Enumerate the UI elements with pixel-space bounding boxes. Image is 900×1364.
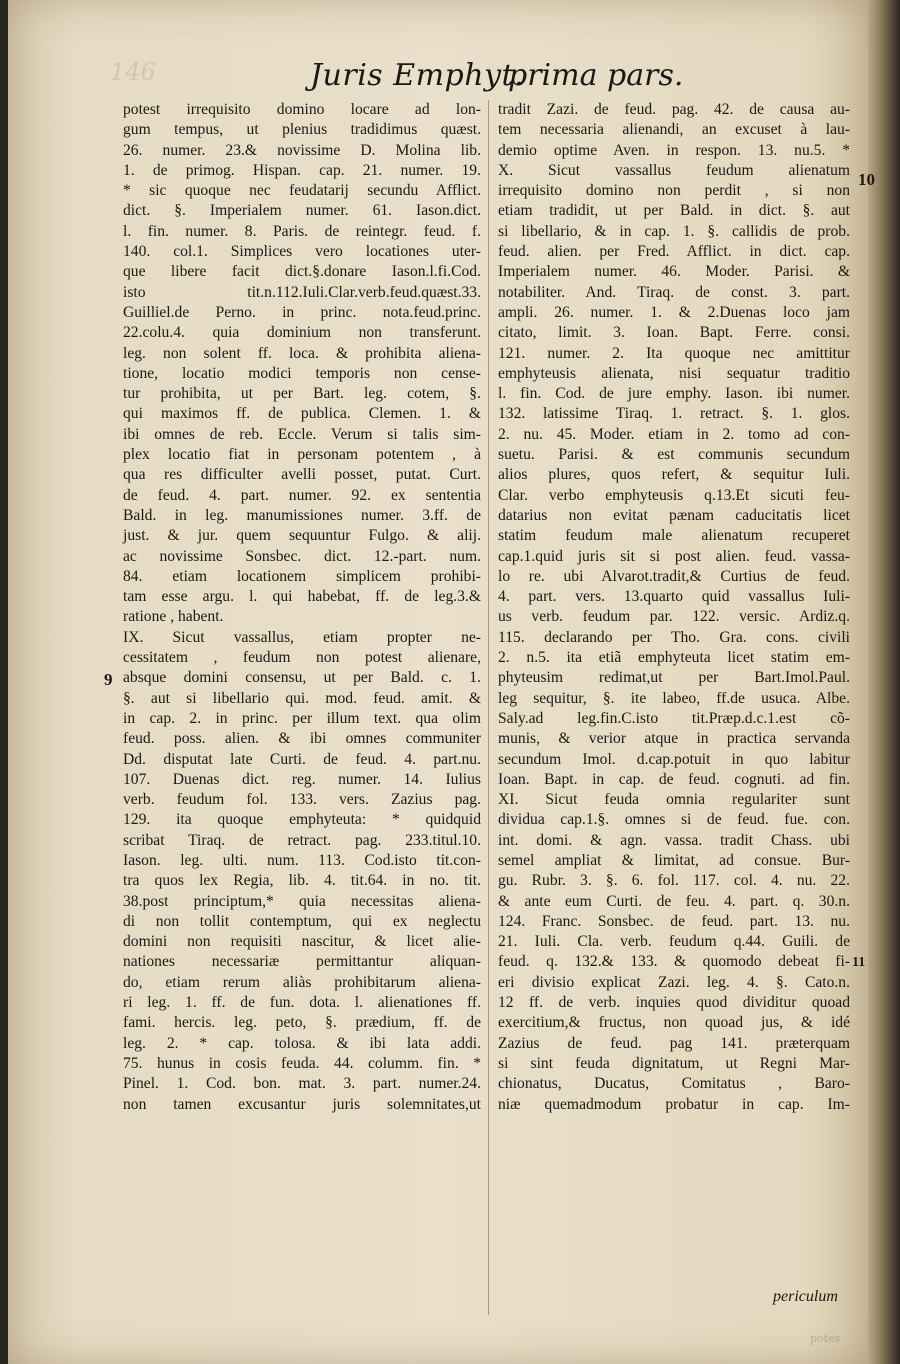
text-line: feud. q. 132.& 133. & quomodo debeat fi- [498,953,850,971]
right-text-column [498,100,850,1115]
text-line: 132. latissime Tiraq. 1. retract. §. 1. glos. [498,405,850,423]
text-line: cap.1.quid juris sit si post alien. feud. vassa- [498,547,850,565]
text-line: 115. declarando per Tho. Gra. cons. civili [498,628,850,646]
text-line: 129. ita quoque emphyteuta: * quidquid [123,811,481,829]
text-line: 4. part. vers. 13.quarto quid vassallus Iuli- [498,588,850,606]
text-line: tam esse argu. l. qui habebat, ff. de leg.3.& [123,588,481,606]
text-line: XI. Sicut feuda omnia regulariter sunt [498,791,850,809]
bleed-through-page-number: 146 [110,58,156,86]
text-line: leg. non solent ff. loca. & prohibita aliena- [123,344,481,362]
text-line: Bald. in leg. manumissiones numer. 3.ff. de [123,506,481,524]
text-line: tradit Zazi. de feud. pag. 42. de causa au- [498,101,850,118]
text-line: tur prohibita, ut per Bart. leg. cotem, §. [123,385,481,403]
text-line: eri divisio explicat Zazi. leg. 4. §. Cato.n. [498,973,850,991]
text-line: feud. poss. alien. & ibi omnes communiter [123,730,481,748]
text-line: 124. Franc. Sonsbec. de feud. part. 13. nu. [498,912,850,930]
text-line: statim feudum male alienatum recuperet [498,527,850,545]
text-line: munis, & verior atque in practica servanda [498,730,850,748]
text-line: 21. Iuli. Cla. verb. feudum q.44. Guili. de [498,933,850,951]
text-line: ampli. 26. numer. 1. & 2.Duenas loco jam [498,303,850,321]
text-line: ratione , habent. [123,608,224,626]
text-line: ibi omnes de reb. Eccle. Verum si talis sim- [123,425,481,443]
text-line: l. fin. Cod. de jure emphy. Iason. ibi numer. [498,385,850,403]
text-line: phyteusim redimat,ut per Bart.Imol.Paul. [498,669,850,687]
text-line: cessitatem , feudum non potest alienare, [123,649,481,667]
text-line: secundum Imol. d.cap.potuit in quo labitur [498,750,850,768]
text-line: gu. Rubr. 3. §. 6. fol. 117. col. 4. nu. 22. [498,872,850,890]
text-line: IX. Sicut vassallus, etiam propter ne- [123,628,481,646]
catchword: periculum [773,1288,838,1305]
text-line: int. domi. & agn. vassa. tradit Chass. ubi [498,831,850,849]
text-line: gum tempus, ut plenius tradidimus quæst. [123,121,481,139]
text-line: ac novissime Sonsbec. dict. 12.-part. num. [123,547,481,565]
text-line: 2. nu. 45. Moder. etiam in 2. tomo ad con- [498,425,850,443]
text-line: irrequisito domino non perdit , si non [498,182,850,200]
text-line: non tamen excusantur juris solemnitates,ut [123,1095,481,1113]
text-line: absque domini consensu, ut per Bald. c. 1. [123,669,481,687]
text-line: demio optime Aven. in respon. 13. nu.5. * [498,141,850,159]
text-line: dict. §. Imperialem numer. 61. Iason.dict. [123,202,481,220]
text-line: qui maximos ff. de publica. Clemen. 1. & [123,405,481,423]
margin-number-9: 9 [104,670,113,689]
text-line: tra quos lex Regia, lib. 4. tit.64. in no. tit. [123,872,481,890]
text-line: leg. 2. * cap. tolosa. & ibi lata addi. [123,1034,481,1052]
text-line: tem necessaria alienandi, an excuset à lau- [498,121,850,139]
text-line: fami. hercis. leg. peto, §. prædium, ff. de [123,1014,481,1032]
text-line: 2. n.5. ita etiã emphyteuta licet statim em- [498,649,850,667]
text-line: etiam tradidit, ut per Bald. in dict. §. aut [498,202,850,220]
header-title-left: Juris Emphyt. [310,58,525,93]
margin-number-11: 11 [852,955,866,970]
column-divider [488,100,489,1315]
text-line: de feud. 4. part. numer. 92. ex sententia [123,486,481,504]
text-line: §. aut si libellario qui. mod. feud. amit. & [123,689,481,707]
text-line: X. Sicut vassallus feudum alienatum [498,161,850,179]
text-line: potest irrequisito domino locare ad lon- [123,101,481,118]
text-line: isto tit.n.112.Iuli.Clar.verb.feud.quæst.33. [123,283,481,301]
text-line: do, etiam rerum aliàs prohibitarum aliena- [123,973,481,991]
text-line: 26. numer. 23.& novissime D. Molina lib. [123,141,481,159]
page-edge [868,0,900,1364]
text-line: emphyteusis alienata, nisi sequatur traditio [498,364,850,382]
text-line: nationes necessariæ permittantur aliquan- [123,953,481,971]
text-line: feud. alien. per Fred. Afflict. in dict. cap. [498,243,850,261]
text-line: alios plures, quos refert, & sequitur Iuli. [498,466,850,484]
text-line: chionatus, Ducatus, Comitatus , Baro- [498,1075,850,1093]
text-line: 12 ff. de verb. inquies quod dividitur quoad [498,994,850,1012]
margin-number-10: 10 [858,170,875,189]
text-line: Imperialem numer. 46. Moder. Parisi. & [498,263,850,281]
text-line: * sic quoque nec feudatarij secundu Afflict. [123,182,481,200]
text-line: Clar. verbo emphyteusis q.13.Et sicuti feu- [498,486,850,504]
text-line: niæ quemadmodum probatur in cap. Im- [498,1095,850,1113]
text-line: citato, limit. 3. Ioan. Bapt. Ferre. consi. [498,324,850,342]
text-line: Pinel. 1. Cod. bon. mat. 3. part. numer.24. [123,1075,481,1093]
text-line: 121. numer. 2. Ita quoque nec amittitur [498,344,850,362]
text-line: Guilliel.de Perno. in princ. nota.feud.princ. [123,303,481,321]
text-line: lo re. ubi Alvarot.tradit,& Curtius de feud. [498,567,850,585]
bleed-through-text: potes [810,1332,841,1345]
text-line: 1. de primog. Hispan. cap. 21. numer. 19. [123,161,481,179]
text-line: Saly.ad leg.fin.C.isto tit.Præp.d.c.1.est cõ- [498,709,850,727]
running-header [0,58,866,98]
text-line: verb. feudum fol. 133. vers. Zazius pag. [123,791,481,809]
header-title-right: prima pars. [508,58,684,93]
text-line: ri leg. 1. ff. de fun. dota. l. alienationes ff. [123,994,481,1012]
text-line: domini non requisiti nascitur, & licet alie- [123,933,481,951]
text-line: 38.post principtum,* quia necessitas aliena- [123,892,481,910]
text-line: 107. Duenas dict. reg. numer. 14. Iulius [123,770,481,788]
text-line: & ante eum Curti. de feu. 4. part. q. 30.n. [498,892,850,910]
text-line: datarius non evitat pænam caducitatis licet [498,506,850,524]
text-line: plex locatio fiat in personam potentem , à [123,446,481,464]
text-line: semel ampliat & limitat, ad consue. Bur- [498,851,850,869]
text-line: scribat Tiraq. de retract. pag. 233.titul.10. [123,831,481,849]
text-line: si sint feuda dignitatum, ut Regni Mar- [498,1054,850,1072]
text-line: Zazius de feud. pag 141. præterquam [498,1034,850,1052]
text-line: notabiliter. And. Tiraq. de const. 3. part. [498,283,850,301]
text-line: us verb. feudum par. 122. versic. Ardiz.q. [498,608,850,626]
text-line: dividua cap.1.§. omnes si de feud. fue. con. [498,811,850,829]
text-line: qua res difficulter avelli posset, putat. Curt. [123,466,481,484]
text-line: in cap. 2. in princ. per illum text. qua olim [123,709,481,727]
text-line: 140. col.1. Simplices vero locationes uter- [123,243,481,261]
text-line: 75. hunus in cosis feuda. 44. columm. fin. * [123,1054,481,1072]
left-text-column [123,100,481,1115]
text-line: 22.colu.4. quia dominium non transferunt. [123,324,481,342]
text-line: Iason. leg. ulti. num. 113. Cod.isto tit.con- [123,851,481,869]
text-line: leg sequitur, §. ite labeo, ff.de usuca. Albe. [498,689,850,707]
text-line: que libere facit dict.§.donare Iason.l.fi.Cod. [123,263,481,281]
text-line: Ioan. Bapt. in cap. de feud. cognuti. ad fin. [498,770,850,788]
text-line: suetu. Parisi. & est communis secundum [498,446,850,464]
text-line: di non tollit contemptum, qui ex neglectu [123,912,481,930]
text-line: 84. etiam locationem simplicem prohibi- [123,567,481,585]
text-line: Dd. disputat late Curti. de feud. 4. part.nu. [123,750,481,768]
text-line: exercitium,& fructus, non quoad jus, & idé [498,1014,850,1032]
text-line: tione, locatio modici temporis non cense- [123,364,481,382]
text-line: l. fin. numer. 8. Paris. de reintegr. feud. f. [123,222,481,240]
text-line: just. & jur. quem sequuntur Fulgo. & alij. [123,527,481,545]
text-line: si libellario, & in cap. 1. §. callidis de prob. [498,222,850,240]
